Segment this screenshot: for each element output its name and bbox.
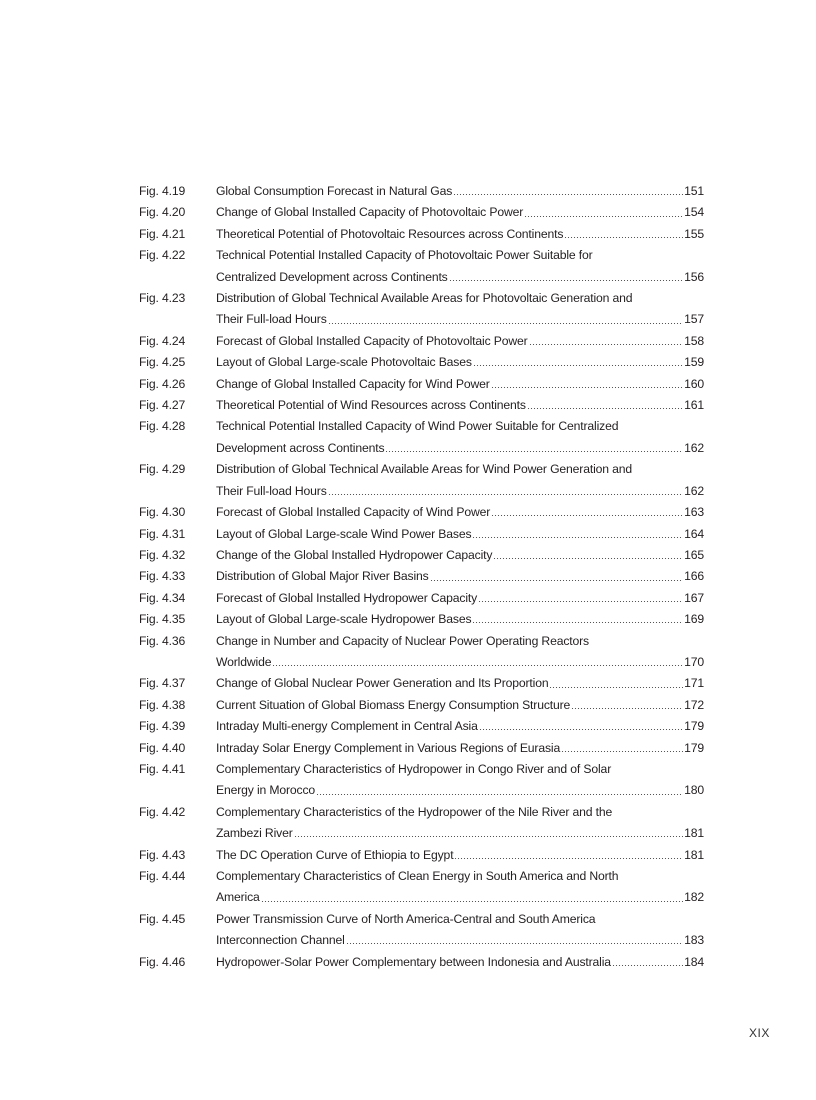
figure-number: Fig. 4.27 <box>139 398 186 413</box>
caption-text: Theoretical Potential of Photovoltaic Resources across Continents <box>216 226 564 241</box>
toc-entry[interactable] <box>139 288 704 331</box>
toc-entry[interactable] <box>139 952 704 973</box>
caption-line: Complementary Characteristics of the Hydropower of the Nile River and the <box>216 804 613 819</box>
page-number[interactable]: 155 <box>684 226 704 241</box>
figure-number: Fig. 4.29 <box>139 462 186 477</box>
dot-leader <box>571 708 683 709</box>
caption-line <box>216 738 704 759</box>
caption-text: Change of Global Installed Capacity of Photovoltaic Power <box>216 205 524 220</box>
dot-leader <box>472 622 683 623</box>
caption-line <box>216 823 704 844</box>
page-number[interactable]: 154 <box>684 205 704 220</box>
caption-text: Layout of Global Large-scale Photovoltaic Bases <box>216 355 472 370</box>
caption-text: Layout of Global Large-scale Hydropower Bases <box>216 612 472 627</box>
figure-caption <box>216 416 704 459</box>
caption-line <box>216 716 704 737</box>
figure-number: Fig. 4.26 <box>139 376 186 391</box>
toc-entry[interactable] <box>139 695 704 716</box>
toc-entry[interactable] <box>139 459 704 502</box>
page-number[interactable]: 180 <box>684 783 704 798</box>
figure-number: Fig. 4.30 <box>139 505 186 520</box>
figure-caption <box>216 374 704 395</box>
figure-number: Fig. 4.46 <box>139 954 186 969</box>
caption-text: America <box>216 890 260 905</box>
caption-line: Distribution of Global Technical Available Areas for Wind Power Generation and <box>216 462 633 477</box>
figure-number: Fig. 4.38 <box>139 697 186 712</box>
caption-line <box>216 609 704 630</box>
toc-entry[interactable] <box>139 352 704 373</box>
caption-line <box>216 395 704 416</box>
toc-entry[interactable] <box>139 224 704 245</box>
caption-text: Change of Global Nuclear Power Generation and Its Proportion <box>216 676 549 691</box>
figure-number: Fig. 4.43 <box>139 847 186 862</box>
figure-number: Fig. 4.37 <box>139 676 186 691</box>
caption-line <box>216 309 704 330</box>
toc-entry[interactable] <box>139 673 704 694</box>
figure-number: Fig. 4.34 <box>139 590 186 605</box>
page-number[interactable]: 151 <box>684 184 704 198</box>
page-number[interactable]: 158 <box>684 333 704 348</box>
dot-leader <box>472 537 683 538</box>
figure-caption <box>216 909 704 952</box>
toc-entry[interactable] <box>139 738 704 759</box>
figure-caption <box>216 952 704 973</box>
dot-leader <box>493 558 683 559</box>
caption-text: Their Full-load Hours <box>216 483 327 498</box>
toc-entry[interactable] <box>139 331 704 352</box>
caption-line <box>216 202 704 223</box>
toc-entry[interactable] <box>139 545 704 566</box>
caption-line: Technical Potential Installed Capacity of Wind Power Suitable for Centralized <box>216 419 619 434</box>
caption-text: The DC Operation Curve of Ethiopia to Egypt <box>216 847 454 862</box>
figure-caption <box>216 524 704 545</box>
page-number[interactable]: 162 <box>684 483 704 498</box>
figure-caption <box>216 288 704 331</box>
page-number[interactable]: 181 <box>684 826 704 841</box>
figure-number: Fig. 4.20 <box>139 205 186 220</box>
page-number[interactable]: 169 <box>684 612 704 627</box>
page-number[interactable]: 171 <box>684 676 704 691</box>
caption-line <box>216 930 704 951</box>
caption-line <box>216 652 704 673</box>
caption-text: Worldwide <box>216 654 272 669</box>
figure-number: Fig. 4.24 <box>139 333 186 348</box>
page-number[interactable]: 157 <box>684 312 704 327</box>
dot-leader <box>454 858 683 859</box>
figure-number: Fig. 4.39 <box>139 719 186 734</box>
caption-line <box>216 331 704 352</box>
caption-text: Forecast of Global Installed Hydropower Capacity <box>216 590 478 605</box>
figure-number: Fig. 4.21 <box>139 226 186 241</box>
dot-leader <box>385 451 683 452</box>
dot-leader <box>316 794 683 795</box>
figure-caption <box>216 695 704 716</box>
caption-line <box>216 181 704 202</box>
dot-leader <box>564 237 683 238</box>
dot-leader <box>272 665 683 666</box>
figure-caption <box>216 845 704 866</box>
figure-number: Fig. 4.23 <box>139 291 186 306</box>
page-number[interactable]: 162 <box>684 440 704 455</box>
caption-line <box>216 673 704 694</box>
caption-text: Distribution of Global Major River Basins <box>216 569 429 584</box>
list-of-figures <box>139 181 704 973</box>
dot-leader <box>612 965 683 966</box>
figure-number: Fig. 4.40 <box>139 740 186 755</box>
caption-text: Development across Continents <box>216 440 385 455</box>
figure-caption <box>216 502 704 523</box>
toc-entry[interactable] <box>139 759 704 802</box>
figure-number: Fig. 4.42 <box>139 804 186 819</box>
page-number[interactable]: 159 <box>684 355 704 370</box>
caption-line <box>216 952 704 973</box>
dot-leader <box>561 751 683 752</box>
toc-entry[interactable] <box>139 609 704 630</box>
caption-line <box>216 780 704 801</box>
caption-line <box>216 352 704 373</box>
caption-line <box>216 267 704 288</box>
caption-line: Complementary Characteristics of Clean Energy in South America and North <box>216 869 619 883</box>
figure-caption <box>216 224 704 245</box>
figure-number: Fig. 4.22 <box>139 248 186 263</box>
page-number[interactable]: 181 <box>684 847 704 862</box>
figure-number: Fig. 4.28 <box>139 419 186 434</box>
caption-line <box>216 695 704 716</box>
toc-entry[interactable] <box>139 716 704 737</box>
figure-caption <box>216 395 704 416</box>
figure-number: Fig. 4.41 <box>139 761 186 776</box>
page-number[interactable]: 161 <box>684 398 704 413</box>
toc-entry[interactable] <box>139 631 704 674</box>
dot-leader <box>491 387 683 388</box>
page-folio: XIX <box>749 1026 770 1040</box>
toc-entry[interactable] <box>139 588 704 609</box>
figure-number: Fig. 4.32 <box>139 547 186 562</box>
dot-leader <box>346 943 683 944</box>
toc-entry[interactable] <box>139 566 704 587</box>
dot-leader <box>529 344 684 345</box>
toc-entry[interactable] <box>139 395 704 416</box>
caption-text: Current Situation of Global Biomass Energy Consumption Structure <box>216 697 571 712</box>
caption-line: Technical Potential Installed Capacity of Photovoltaic Power Suitable for <box>216 248 593 263</box>
caption-text: Layout of Global Large-scale Wind Power Bases <box>216 526 472 541</box>
dot-leader <box>453 194 683 195</box>
caption-text: Change of Global Installed Capacity for Wind Power <box>216 376 490 391</box>
figure-caption <box>216 631 704 674</box>
figure-caption <box>216 738 704 759</box>
figure-caption <box>216 545 704 566</box>
figure-number: Fig. 4.35 <box>139 612 186 627</box>
dot-leader <box>261 901 683 902</box>
figure-number: Fig. 4.44 <box>139 869 186 883</box>
dot-leader <box>449 280 683 281</box>
page-number[interactable]: 167 <box>684 590 704 605</box>
toc-entry[interactable] <box>139 866 704 909</box>
toc-entry[interactable] <box>139 416 704 459</box>
page-number[interactable]: 166 <box>684 569 704 584</box>
figure-number: Fig. 4.31 <box>139 526 186 541</box>
figure-caption <box>216 866 704 909</box>
caption-text: Hydropower-Solar Power Complementary between Indonesia and Australia <box>216 954 611 969</box>
toc-entry[interactable] <box>139 181 704 202</box>
caption-line <box>216 545 704 566</box>
figure-caption <box>216 181 704 202</box>
page-number[interactable]: 164 <box>684 526 704 541</box>
dot-leader <box>491 515 683 516</box>
page-number[interactable]: 183 <box>684 933 704 948</box>
caption-text: Intraday Multi-energy Complement in Central Asia <box>216 719 478 734</box>
caption-line <box>216 887 704 908</box>
figure-caption <box>216 802 704 845</box>
page-number[interactable]: 184 <box>684 954 704 969</box>
caption-text: Theoretical Potential of Wind Resources across Continents <box>216 398 526 413</box>
dot-leader <box>430 580 683 581</box>
toc-entry[interactable] <box>139 802 704 845</box>
page-number[interactable]: 156 <box>684 269 704 284</box>
caption-line: Distribution of Global Technical Available Areas for Photovoltaic Generation and <box>216 291 633 306</box>
caption-line <box>216 845 704 866</box>
caption-line <box>216 224 704 245</box>
caption-line <box>216 438 704 459</box>
caption-text: Zambezi River <box>216 826 293 841</box>
page-number[interactable]: 179 <box>684 719 704 734</box>
figure-caption <box>216 331 704 352</box>
figure-caption <box>216 352 704 373</box>
page-number[interactable]: 165 <box>684 547 704 562</box>
toc-entry[interactable] <box>139 502 704 523</box>
toc-entry[interactable] <box>139 245 704 288</box>
caption-text: Centralized Development across Continents <box>216 269 448 284</box>
caption-line <box>216 588 704 609</box>
figure-caption <box>216 609 704 630</box>
caption-text: Their Full-load Hours <box>216 312 327 327</box>
figure-caption <box>216 716 704 737</box>
toc-entry[interactable] <box>139 524 704 545</box>
caption-text: Forecast of Global Installed Capacity of Photovoltaic Power <box>216 333 528 348</box>
dot-leader <box>294 836 684 837</box>
toc-entry[interactable] <box>139 374 704 395</box>
page-number[interactable]: 163 <box>684 505 704 520</box>
figure-caption <box>216 588 704 609</box>
dot-leader <box>328 494 683 495</box>
dot-leader <box>549 687 683 688</box>
dot-leader <box>328 323 683 324</box>
toc-entry[interactable] <box>139 202 704 223</box>
caption-line: Complementary Characteristics of Hydropower in Congo River and of Solar <box>216 761 612 776</box>
figure-caption <box>216 245 704 288</box>
figure-caption <box>216 759 704 802</box>
caption-text: Interconnection Channel <box>216 933 345 948</box>
page-number[interactable]: 182 <box>684 890 704 905</box>
figure-caption <box>216 566 704 587</box>
dot-leader <box>479 729 683 730</box>
figure-caption <box>216 673 704 694</box>
caption-text: Forecast of Global Installed Capacity of Wind Power <box>216 505 491 520</box>
figure-number: Fig. 4.45 <box>139 911 186 926</box>
caption-line <box>216 566 704 587</box>
page-number[interactable]: 179 <box>684 740 704 755</box>
dot-leader <box>524 216 683 217</box>
caption-line: Change in Number and Capacity of Nuclear Power Operating Reactors <box>216 633 589 648</box>
caption-text: Change of the Global Installed Hydropower Capacity <box>216 547 493 562</box>
toc-entry[interactable] <box>139 909 704 952</box>
figure-caption <box>216 202 704 223</box>
caption-line <box>216 481 704 502</box>
dot-leader <box>473 365 683 366</box>
caption-text: Energy in Morocco <box>216 783 316 798</box>
caption-line <box>216 524 704 545</box>
caption-line: Power Transmission Curve of North America-Central and South America <box>216 911 596 926</box>
figure-caption <box>216 459 704 502</box>
figure-number: Fig. 4.33 <box>139 569 186 584</box>
caption-line <box>216 374 704 395</box>
page-number[interactable]: 170 <box>684 654 704 669</box>
dot-leader <box>478 601 683 602</box>
figure-number: Fig. 4.25 <box>139 355 186 370</box>
toc-entry[interactable] <box>139 845 704 866</box>
caption-text: Intraday Solar Energy Complement in Various Regions of Eurasia <box>216 740 561 755</box>
page-number[interactable]: 172 <box>684 697 704 712</box>
dot-leader <box>527 408 683 409</box>
caption-line <box>216 502 704 523</box>
figure-number: Fig. 4.36 <box>139 633 186 648</box>
caption-text: Global Consumption Forecast in Natural Gas <box>216 184 453 198</box>
figure-number: Fig. 4.19 <box>139 184 186 198</box>
page-number[interactable]: 160 <box>684 376 704 391</box>
